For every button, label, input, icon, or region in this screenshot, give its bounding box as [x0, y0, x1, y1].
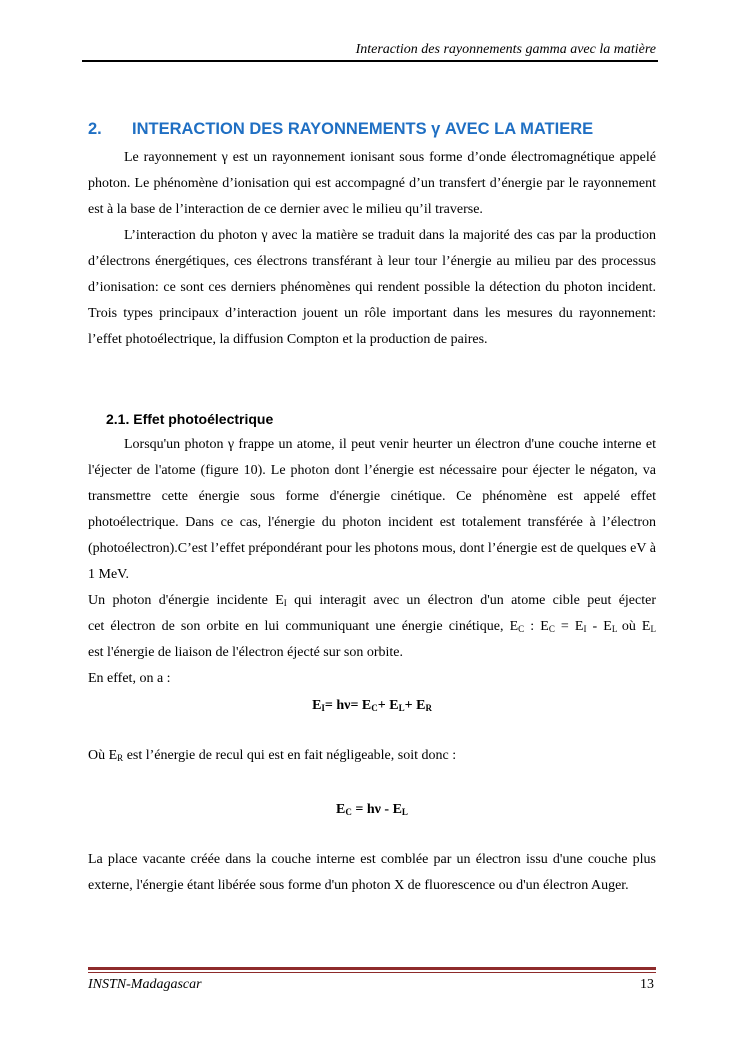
intro-paragraph-2: L’interaction du photon γ avec la matière se traduit dans la majorité des cas par la production d’électrons énergétiques, ces électrons transférant à leur tour l’énergie au milieu par des processus d’ionisation: ce sont ces derniers phénomènes qui rendent possible la détection du photon incident. Trois types principaux d’interaction jouent un rôle important dans les mesures du rayonnement: l’effet photoélectrique, la diffusion Compton et la production de paires. — [88, 228, 656, 347]
section-heading — [88, 119, 593, 139]
intro-paragraph-1: Le rayonnement γ est un rayonnement ionisant sous forme d’onde électromagnétique appelé photon. Le phénomène d’ionisation qui est accompagné d’un transfert d’énergie par le rayonnement est à la base de l’interaction de ce dernier avec le milieu qu’il traverse. — [88, 150, 656, 217]
footer-institution: INSTN-Madagascar — [88, 977, 202, 992]
equation-kinetic-energy: $E_C = h\nu - E_L$ — [336, 802, 408, 817]
photoelectric-paragraph: Lorsqu'un photon γ frappe un atome, il peut venir heurter un électron d'une couche interne et l'éjecter de l'atome (figure 10). Le photon dont l’énergie est nécessaire pour éjecter le négaton, va transmettre cette énergie sous forme d'énergie cinétique. Ce phénomène est appelé effet photoélectrique. Dans ce cas, l'énergie du photon incident est totalement transférée à l’électron (photoélectron).C’est l’effet prépondérant pour les photons mous, dont l’énergie est de quelques eV à 1 MeV. — [88, 437, 656, 582]
subsection-heading: 2.1. Effet photoélectrique — [106, 411, 274, 427]
incident-line-3: est l'énergie de liaison de l'électron éjecté sur son orbite. — [88, 645, 404, 660]
incident-line-1: Un photon d'énergie incidente $E_I$ qui interagit avec un électron d'un atome cible peut éjecter — [88, 593, 656, 608]
section-number: 2. — [88, 120, 102, 138]
footer-rule-thin — [88, 972, 656, 973]
footer-rule — [88, 967, 656, 970]
page-number: 13 — [640, 977, 654, 992]
final-paragraph: La place vacante créée dans la couche interne est comblée par un électron issu d'une couche plus externe, l'énergie étant libérée sous forme d'un photon X de fluorescence ou d'un électron Auger. — [88, 852, 656, 893]
header-rule — [82, 60, 658, 62]
recoil-line: Où $E_R$ est l’énergie de recul qui est en fait négligeable, soit donc : — [88, 748, 457, 763]
en-effet-line: En effet, on a : — [88, 671, 171, 686]
incident-line-2: cet électron de son orbite en lui communiquant une énergie cinétique, $E_C$ : $E_C = E_I - E_L$ où $E_L$ — [88, 619, 656, 634]
equation-energy-balance: $E_I= h\nu= E_C+ E_L+ E_R$ — [312, 698, 432, 713]
running-header: Interaction des rayonnements gamma avec la matière — [355, 42, 656, 57]
section-title: INTERACTION DES RAYONNEMENTS γ AVEC LA MATIERE — [132, 120, 594, 138]
